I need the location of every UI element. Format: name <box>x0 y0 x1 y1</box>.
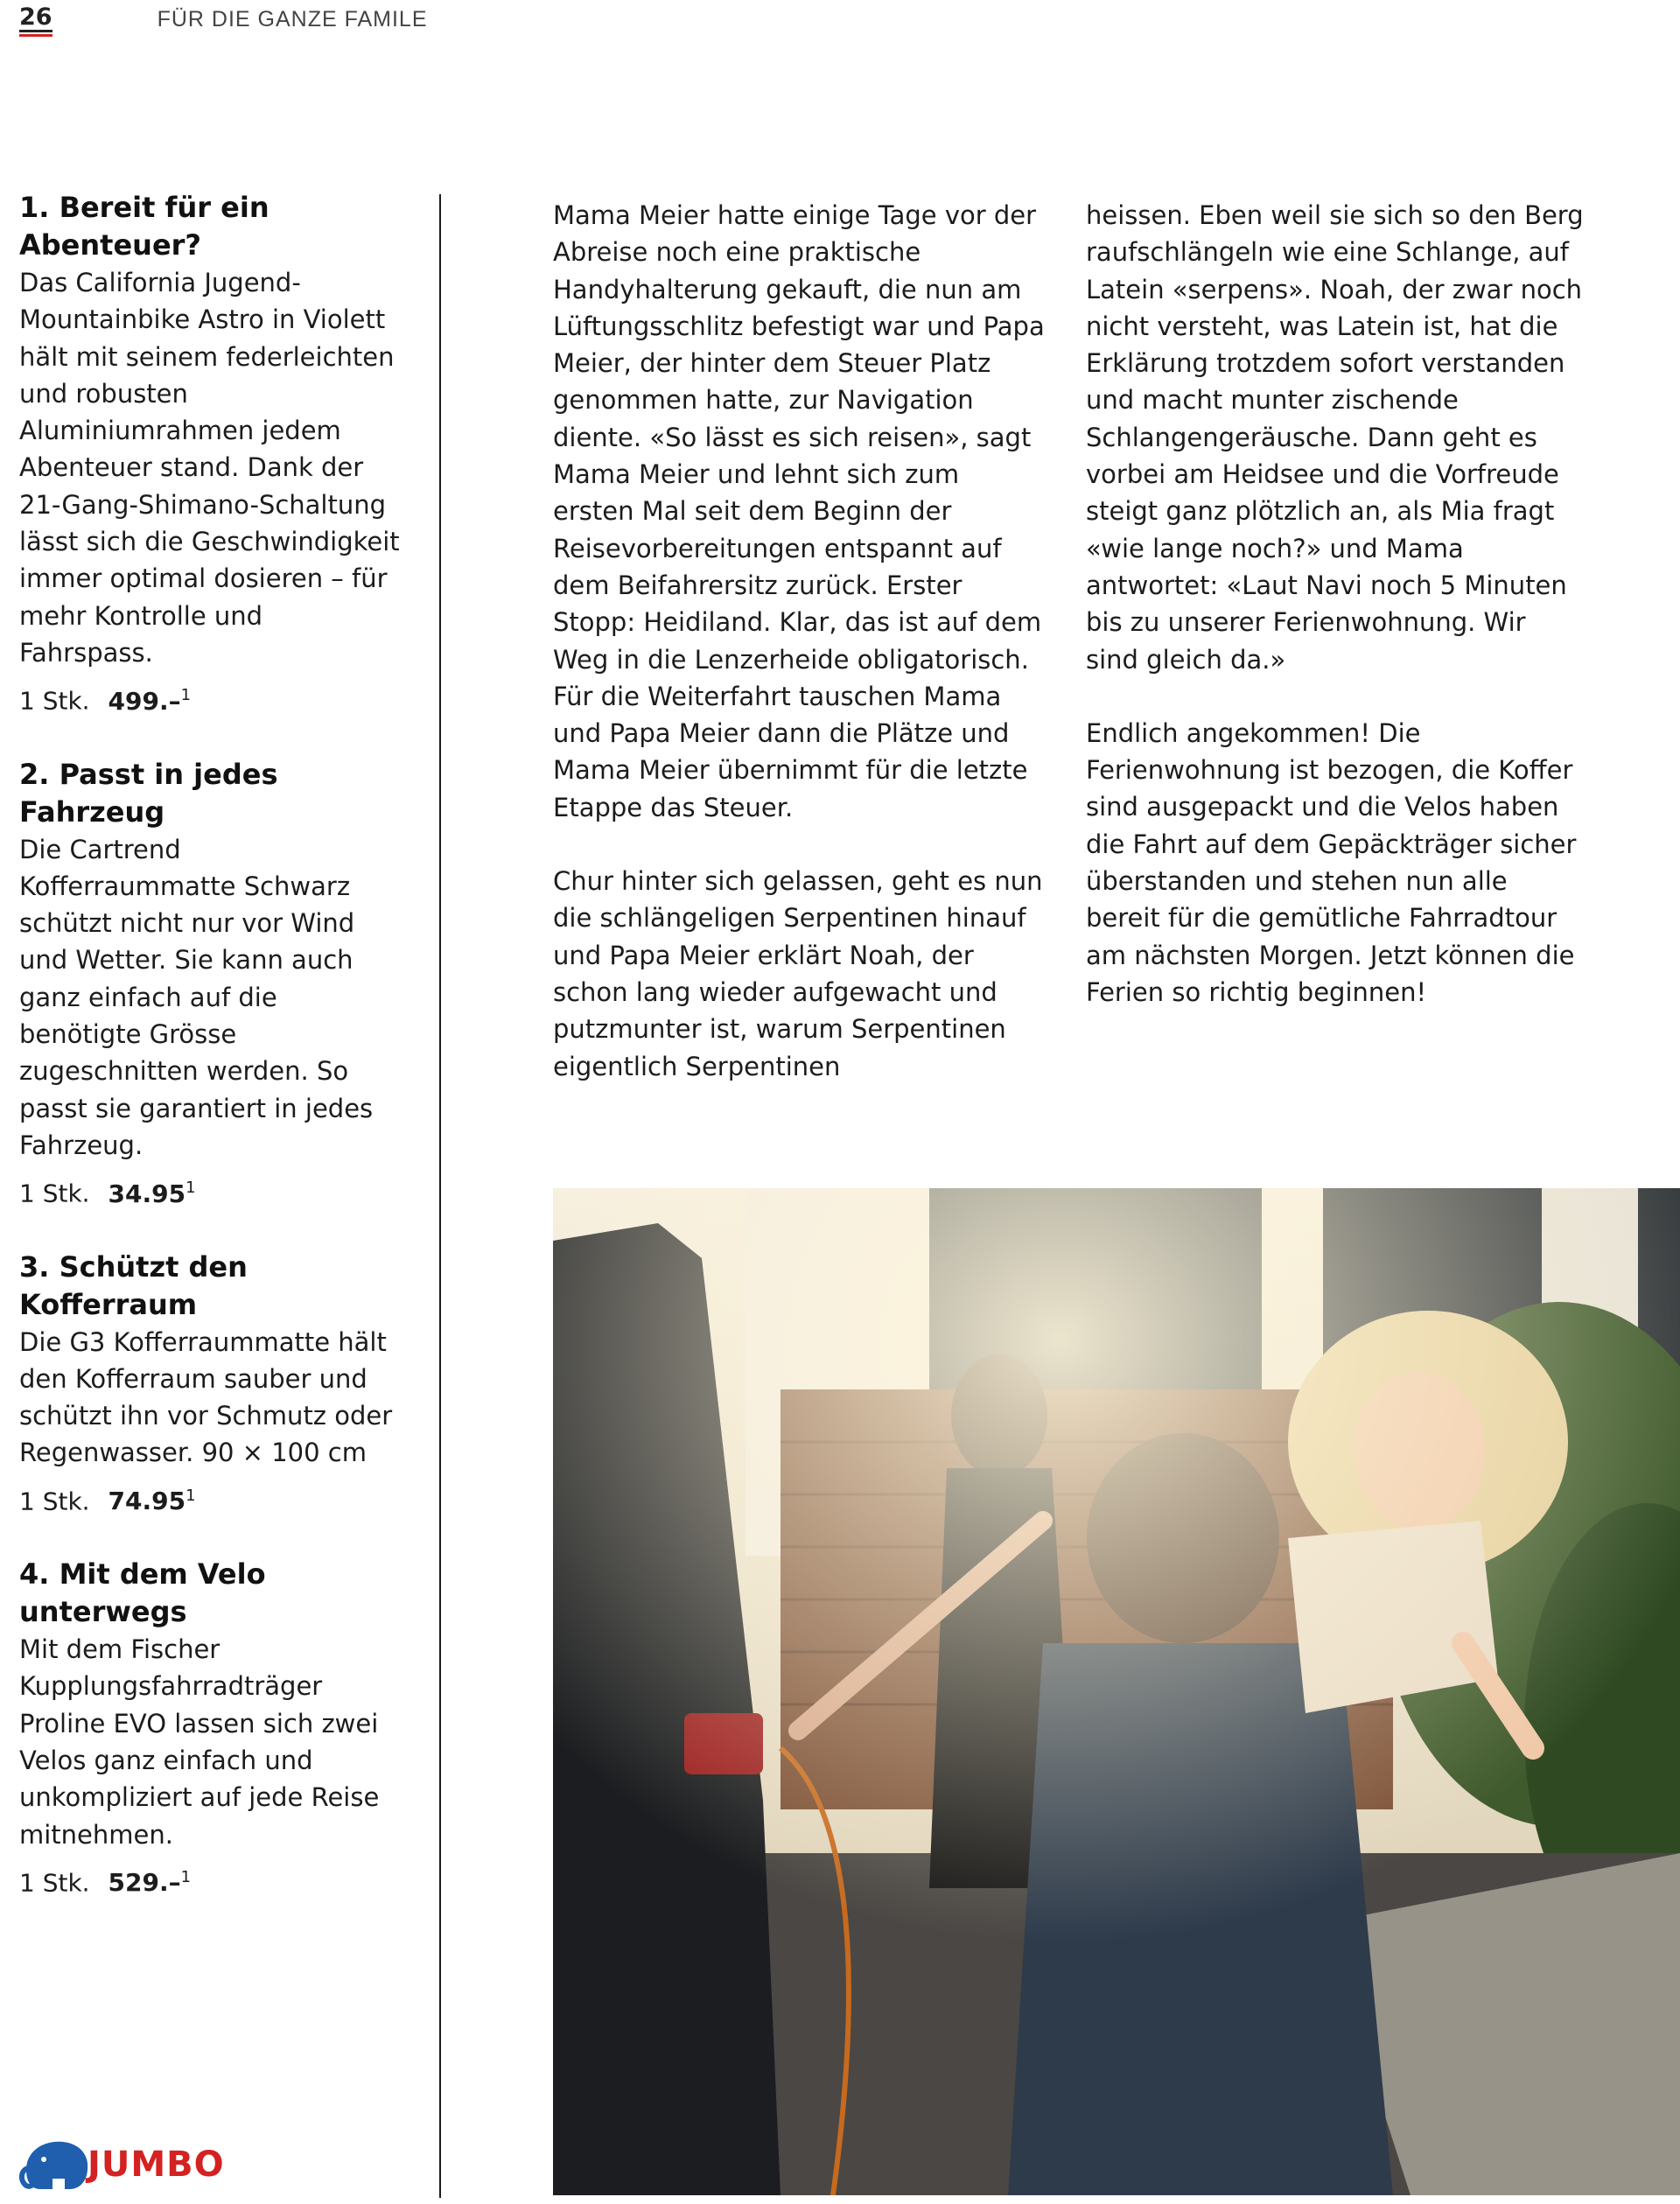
section-title: FÜR DIE GANZE FAMILE <box>157 6 428 31</box>
page-header <box>19 3 428 35</box>
story-column-1 <box>553 197 1047 1122</box>
product-title: 2. Passt in jedes Fahrzeug <box>19 757 278 829</box>
column-divider <box>439 194 441 2198</box>
price-footnote: 1 <box>180 1867 192 1886</box>
product-item <box>19 189 404 719</box>
product-item <box>19 756 404 1212</box>
page-number: 26 <box>19 3 52 31</box>
price-footnote: 1 <box>180 686 192 705</box>
product-description: Die Cartrend Kofferraummatte Schwarz schützt nicht nur vor Wind und Wetter. Sie kann auch ganz einfach auf die benötigte Grösse zugeschnitten werden. So passt sie garantiert in jedes Fahrzeug. <box>19 834 374 1160</box>
price-line <box>19 1479 404 1519</box>
family-photo <box>553 1188 1680 2195</box>
product-item <box>19 1249 404 1520</box>
product-title: 4. Mit dem Velo unterwegs <box>19 1557 266 1629</box>
product-price: 34.95 <box>108 1179 186 1208</box>
product-item <box>19 1556 404 1900</box>
product-quantity: 1 Stk. <box>19 1487 90 1516</box>
product-quantity: 1 Stk. <box>19 1868 90 1898</box>
price-footnote: 1 <box>186 1179 196 1198</box>
price-footnote: 1 <box>186 1486 196 1505</box>
price-line <box>19 1860 404 1900</box>
product-description: Mit dem Fischer Kupplungsfahrradträger Proline EVO lassen sich zwei Velos ganz einfach und unkompliziert auf jede Reise mitnehmen. <box>19 1634 380 1850</box>
brand-logo <box>18 2135 225 2194</box>
product-column <box>19 189 404 1937</box>
product-description: Das California Jugend-Mountainbike Astro in Violett hält mit seinem federleichten und robusten Aluminiumrahmen jedem Abenteuer stand. Dank der 21-Gang-Shimano-Schaltung lässt sich die Geschwindigkeit immer optimal dosieren – für mehr Kontrolle und Fahrspass. <box>19 268 400 668</box>
story-paragraph: heissen. Eben weil sie sich so den Berg raufschlängeln wie eine Schlange, auf Latein «serpens». Noah, der zwar noch nicht versteht, was Latein ist, hat die Erklärung trotzdem sofort verstanden und macht munter zischende Schlangengeräusche. Dann geht es vorbei am Heidsee und die Vorfreude steigt ganz plötzlich an, als Mia fragt «wie lange noch?» und Mama antwortet: «Laut Navi noch 5 Minuten bis zu unserer Ferienwohnung. Wir sind gleich da.» <box>1086 200 1584 675</box>
product-price: 499.– <box>108 686 181 716</box>
product-title: 1. Bereit für ein Abenteuer? <box>19 191 270 262</box>
price-line <box>19 1171 404 1211</box>
product-quantity: 1 Stk. <box>19 686 90 716</box>
product-price: 529.– <box>108 1868 181 1898</box>
brand-logo-text: JUMBO <box>88 2145 225 2185</box>
product-quantity: 1 Stk. <box>19 1179 90 1208</box>
family-photo-illustration <box>553 1188 1680 2195</box>
story-paragraph: Chur hinter sich gelassen, geht es nun die schlängeligen Serpentinen hinauf und Papa Meier erklärt Noah, der schon lang wieder aufgewacht und putzmunter ist, warum Serpentinen eigentlich Serpentinen <box>553 866 1043 1081</box>
story-column-2 <box>1086 197 1585 1047</box>
price-line <box>19 678 404 718</box>
product-price: 74.95 <box>108 1487 186 1516</box>
elephant-icon <box>18 2135 93 2194</box>
product-description: Die G3 Kofferraummatte hält den Kofferraum sauber und schützt ihn vor Schmutz oder Regenwasser. 90 × 100 cm <box>19 1326 393 1468</box>
product-title: 3. Schützt den Kofferraum <box>19 1249 248 1321</box>
story-paragraph: Endlich angekommen! Die Ferienwohnung ist bezogen, die Koffer sind ausgepackt und die Velos haben die Fahrt auf dem Gepäckträger sicher überstanden und stehen nun alle bereit für die gemütliche Fahrradtour am nächsten Morgen. Jetzt können die Ferien so richtig beginnen! <box>1086 717 1577 1007</box>
story-paragraph: Mama Meier hatte einige Tage vor der Abreise noch eine praktische Handyhalterung gekauft, die nun am Lüftungsschlitz befestigt war und Papa Meier, der hinter dem Steuer Platz genommen hatte, zur Navigation diente. «So lässt es sich reisen», sagt Mama Meier und lehnt sich zum ersten Mal seit dem Beginn der Reisevorbereitungen entspannt auf dem Beifahrersitz zurück. Erster Stopp: Heidiland. Klar, das ist auf dem Weg in die Lenzerheide obligatorisch. Für die Weiterfahrt tauschen Mama und Papa Meier dann die Plätze und Mama Meier übernimmt für die letzte Etappe das Steuer. <box>553 200 1045 822</box>
